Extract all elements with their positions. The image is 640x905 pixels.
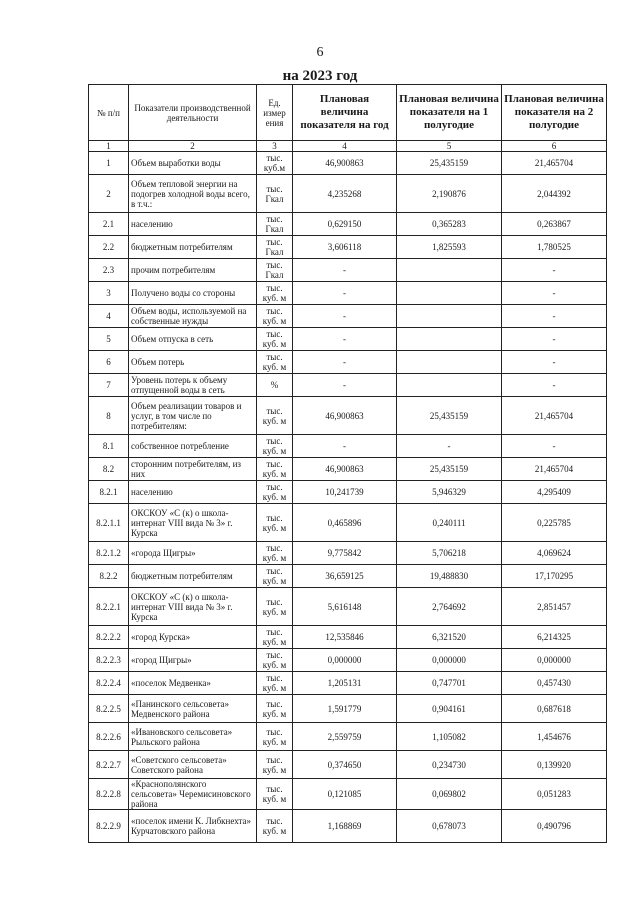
row-plan-h1: 0,234730 <box>397 751 502 779</box>
row-number: 8.2.2.1 <box>89 588 129 626</box>
row-plan-h2: - <box>502 328 607 351</box>
row-number: 8.2.1.2 <box>89 542 129 565</box>
table-row <box>89 723 607 751</box>
row-number: 4 <box>89 305 129 328</box>
row-number: 2 <box>89 175 129 213</box>
row-plan-year: 12,535846 <box>293 626 397 649</box>
row-plan-h1: 5,706218 <box>397 542 502 565</box>
row-number: 2.1 <box>89 213 129 236</box>
row-plan-year: 4,235268 <box>293 175 397 213</box>
row-plan-h2: 0,051283 <box>502 779 607 810</box>
row-plan-year: 5,616148 <box>293 588 397 626</box>
column-number: 6 <box>502 141 607 152</box>
row-plan-year: - <box>293 282 397 305</box>
row-plan-h2: 0,000000 <box>502 649 607 672</box>
row-plan-h1 <box>397 328 502 351</box>
table-row <box>89 305 607 328</box>
row-plan-h2: 4,069624 <box>502 542 607 565</box>
row-plan-h2: 21,465704 <box>502 152 607 175</box>
row-plan-h1: 1,825593 <box>397 236 502 259</box>
row-plan-year: 1,168869 <box>293 810 397 843</box>
row-plan-h1 <box>397 305 502 328</box>
page-number: 6 <box>316 45 324 60</box>
row-plan-h2: - <box>502 351 607 374</box>
row-number: 3 <box>89 282 129 305</box>
header-no: № п/п <box>89 85 129 141</box>
row-plan-year: 1,205131 <box>293 672 397 695</box>
row-indicator: «Советского сельсовета» Советского района <box>129 751 257 779</box>
row-plan-h2: 0,263867 <box>502 213 607 236</box>
row-indicator: Объем отпуска в сеть <box>129 328 257 351</box>
row-plan-h1: 2,764692 <box>397 588 502 626</box>
row-plan-h2: 0,687618 <box>502 695 607 723</box>
header-unit: Ед. измер ения <box>257 85 293 141</box>
row-number: 8.2.2.4 <box>89 672 129 695</box>
table-row <box>89 481 607 504</box>
row-plan-h2: 1,454676 <box>502 723 607 751</box>
row-plan-h1: 25,435159 <box>397 458 502 481</box>
header-plan-h1: Плановая величина показателя на 1 полугодие <box>397 85 502 141</box>
row-plan-h2: 1,780525 <box>502 236 607 259</box>
table-row <box>89 351 607 374</box>
row-plan-year: 10,241739 <box>293 481 397 504</box>
row-indicator: Объем выработки воды <box>129 152 257 175</box>
table-row <box>89 649 607 672</box>
row-number: 8 <box>89 397 129 435</box>
column-number: 4 <box>293 141 397 152</box>
row-plan-h1: 19,488830 <box>397 565 502 588</box>
row-indicator: «Краснополянского сельсовета» Черемисиновского района <box>129 779 257 810</box>
table-row <box>89 236 607 259</box>
row-unit: тыс. куб. м <box>257 565 293 588</box>
row-unit: тыс. куб. м <box>257 626 293 649</box>
row-plan-h1: 0,000000 <box>397 649 502 672</box>
row-indicator: «поселок имени К. Либкнехта» Курчатовского района <box>129 810 257 843</box>
table-row <box>89 435 607 458</box>
column-number: 1 <box>89 141 129 152</box>
table-row <box>89 810 607 843</box>
row-unit: тыс. куб. м <box>257 751 293 779</box>
row-indicator: Объем тепловой энергии на подогрев холодной воды всего, в т.ч.: <box>129 175 257 213</box>
row-plan-h1: 0,365283 <box>397 213 502 236</box>
row-plan-h1 <box>397 374 502 397</box>
row-number: 8.2.2.7 <box>89 751 129 779</box>
row-number: 2.3 <box>89 259 129 282</box>
row-unit: тыс. куб. м <box>257 588 293 626</box>
row-plan-h2: 17,170295 <box>502 565 607 588</box>
row-plan-year: 0,629150 <box>293 213 397 236</box>
table-row <box>89 374 607 397</box>
row-number: 5 <box>89 328 129 351</box>
row-plan-h2: - <box>502 305 607 328</box>
column-number-row <box>89 141 607 152</box>
column-number: 5 <box>397 141 502 152</box>
row-plan-h1: 25,435159 <box>397 152 502 175</box>
row-indicator: Объем потерь <box>129 351 257 374</box>
row-plan-h2: - <box>502 435 607 458</box>
row-unit: тыс. куб. м <box>257 397 293 435</box>
document-title: на 2023 год <box>282 68 358 84</box>
row-number: 8.2.2.5 <box>89 695 129 723</box>
table-row <box>89 565 607 588</box>
row-indicator: бюджетным потребителям <box>129 565 257 588</box>
row-unit: тыс. Гкал <box>257 236 293 259</box>
production-indicators-table <box>88 84 607 843</box>
row-indicator: Объем воды, используемой на собственные нужды <box>129 305 257 328</box>
table-row <box>89 542 607 565</box>
row-indicator: «Ивановского сельсовета» Рыльского района <box>129 723 257 751</box>
row-plan-year: 46,900863 <box>293 397 397 435</box>
row-unit: тыс. Гкал <box>257 213 293 236</box>
row-plan-h2: 21,465704 <box>502 397 607 435</box>
table-row <box>89 175 607 213</box>
row-plan-year: - <box>293 259 397 282</box>
row-plan-h2: 4,295409 <box>502 481 607 504</box>
row-plan-year: 0,000000 <box>293 649 397 672</box>
row-indicator: населению <box>129 481 257 504</box>
row-number: 6 <box>89 351 129 374</box>
row-indicator: «поселок Медвенка» <box>129 672 257 695</box>
table-row <box>89 504 607 542</box>
row-unit: тыс. куб. м <box>257 779 293 810</box>
header-indicator: Показатели производственной деятельности <box>129 85 257 141</box>
row-plan-year: - <box>293 351 397 374</box>
row-plan-year: 0,374650 <box>293 751 397 779</box>
row-plan-h2: 21,465704 <box>502 458 607 481</box>
row-unit: тыс. куб. м <box>257 695 293 723</box>
row-plan-h1: 5,946329 <box>397 481 502 504</box>
row-unit: тыс. куб. м <box>257 649 293 672</box>
row-unit: тыс. куб.м <box>257 152 293 175</box>
table-row <box>89 458 607 481</box>
row-plan-year: 0,121085 <box>293 779 397 810</box>
row-unit: тыс. куб. м <box>257 504 293 542</box>
row-unit: тыс. куб. м <box>257 328 293 351</box>
row-plan-h1: 0,240111 <box>397 504 502 542</box>
row-number: 8.2 <box>89 458 129 481</box>
row-number: 8.2.2.9 <box>89 810 129 843</box>
row-plan-year: 3,606118 <box>293 236 397 259</box>
row-plan-h1 <box>397 351 502 374</box>
table-row <box>89 695 607 723</box>
row-plan-year: 46,900863 <box>293 152 397 175</box>
row-plan-year: 9,775842 <box>293 542 397 565</box>
row-indicator: «город Щигры» <box>129 649 257 672</box>
row-number: 8.2.2.3 <box>89 649 129 672</box>
row-indicator: бюджетным потребителям <box>129 236 257 259</box>
row-unit: тыс. куб. м <box>257 458 293 481</box>
table-row <box>89 282 607 305</box>
row-plan-year: - <box>293 305 397 328</box>
table-row <box>89 152 607 175</box>
header-row <box>89 85 607 141</box>
row-plan-h2: - <box>502 374 607 397</box>
row-number: 2.2 <box>89 236 129 259</box>
column-number: 2 <box>129 141 257 152</box>
row-unit: тыс. куб. м <box>257 810 293 843</box>
row-plan-year: 36,659125 <box>293 565 397 588</box>
row-plan-h2: - <box>502 259 607 282</box>
row-plan-h1 <box>397 282 502 305</box>
row-plan-h2: - <box>502 282 607 305</box>
row-unit: тыс. куб. м <box>257 305 293 328</box>
row-plan-year: - <box>293 435 397 458</box>
row-indicator: населению <box>129 213 257 236</box>
table-row <box>89 213 607 236</box>
column-number: 3 <box>257 141 293 152</box>
row-unit: % <box>257 374 293 397</box>
row-number: 8.2.2.8 <box>89 779 129 810</box>
table-row <box>89 588 607 626</box>
row-unit: тыс. Гкал <box>257 259 293 282</box>
row-unit: тыс. куб. м <box>257 351 293 374</box>
table-body <box>89 152 607 843</box>
row-plan-year: - <box>293 328 397 351</box>
row-number: 8.2.2.6 <box>89 723 129 751</box>
row-unit: тыс. куб. м <box>257 723 293 751</box>
row-plan-h2: 0,490796 <box>502 810 607 843</box>
table-row <box>89 259 607 282</box>
row-indicator: Уровень потерь к объему отпущенной воды в сеть <box>129 374 257 397</box>
row-indicator: Получено воды со стороны <box>129 282 257 305</box>
row-indicator: «города Щигры» <box>129 542 257 565</box>
row-plan-year: - <box>293 374 397 397</box>
header-plan-year: Плановая величина показателя на год <box>293 85 397 141</box>
row-indicator: ОКСКОУ «С (к) о школа-интернат VIII вида № 3» г. Курска <box>129 504 257 542</box>
row-plan-h2: 2,851457 <box>502 588 607 626</box>
row-indicator: сторонним потребителям, из них <box>129 458 257 481</box>
row-plan-h2: 0,139920 <box>502 751 607 779</box>
row-indicator: «город Курска» <box>129 626 257 649</box>
row-unit: тыс. Гкал <box>257 175 293 213</box>
row-plan-h2: 0,457430 <box>502 672 607 695</box>
table-row <box>89 672 607 695</box>
row-plan-h2: 6,214325 <box>502 626 607 649</box>
row-plan-year: 0,465896 <box>293 504 397 542</box>
row-plan-h1: 6,321520 <box>397 626 502 649</box>
header-plan-h2: Плановая величина показателя на 2 полугодие <box>502 85 607 141</box>
row-plan-h1 <box>397 259 502 282</box>
row-unit: тыс. куб. м <box>257 672 293 695</box>
row-indicator: «Панинского сельсовета» Медвенского района <box>129 695 257 723</box>
row-number: 8.2.2.2 <box>89 626 129 649</box>
row-plan-h1: 1,105082 <box>397 723 502 751</box>
row-plan-h1: 0,747701 <box>397 672 502 695</box>
row-indicator: Объем реализации товаров и услуг, в том числе по потребителям: <box>129 397 257 435</box>
row-number: 8.2.1.1 <box>89 504 129 542</box>
table-row <box>89 397 607 435</box>
row-plan-h1: 0,678073 <box>397 810 502 843</box>
row-unit: тыс. куб. м <box>257 435 293 458</box>
row-plan-h1: 2,190876 <box>397 175 502 213</box>
row-plan-year: 1,591779 <box>293 695 397 723</box>
table-row <box>89 626 607 649</box>
table-row <box>89 328 607 351</box>
row-number: 8.2.2 <box>89 565 129 588</box>
row-unit: тыс. куб. м <box>257 282 293 305</box>
row-plan-h1: 25,435159 <box>397 397 502 435</box>
row-number: 8.1 <box>89 435 129 458</box>
row-unit: тыс. куб. м <box>257 481 293 504</box>
table-row <box>89 751 607 779</box>
row-plan-h1: 0,069802 <box>397 779 502 810</box>
row-number: 1 <box>89 152 129 175</box>
row-plan-h2: 0,225785 <box>502 504 607 542</box>
row-plan-h1: 0,904161 <box>397 695 502 723</box>
row-indicator: прочим потребителям <box>129 259 257 282</box>
row-plan-h1: - <box>397 435 502 458</box>
row-number: 8.2.1 <box>89 481 129 504</box>
row-indicator: ОКСКОУ «С (к) о школа-интернат VIII вида № 3» г. Курска <box>129 588 257 626</box>
row-number: 7 <box>89 374 129 397</box>
table-row <box>89 779 607 810</box>
row-unit: тыс. куб. м <box>257 542 293 565</box>
row-indicator: собственное потребление <box>129 435 257 458</box>
row-plan-year: 46,900863 <box>293 458 397 481</box>
row-plan-h2: 2,044392 <box>502 175 607 213</box>
row-plan-year: 2,559759 <box>293 723 397 751</box>
